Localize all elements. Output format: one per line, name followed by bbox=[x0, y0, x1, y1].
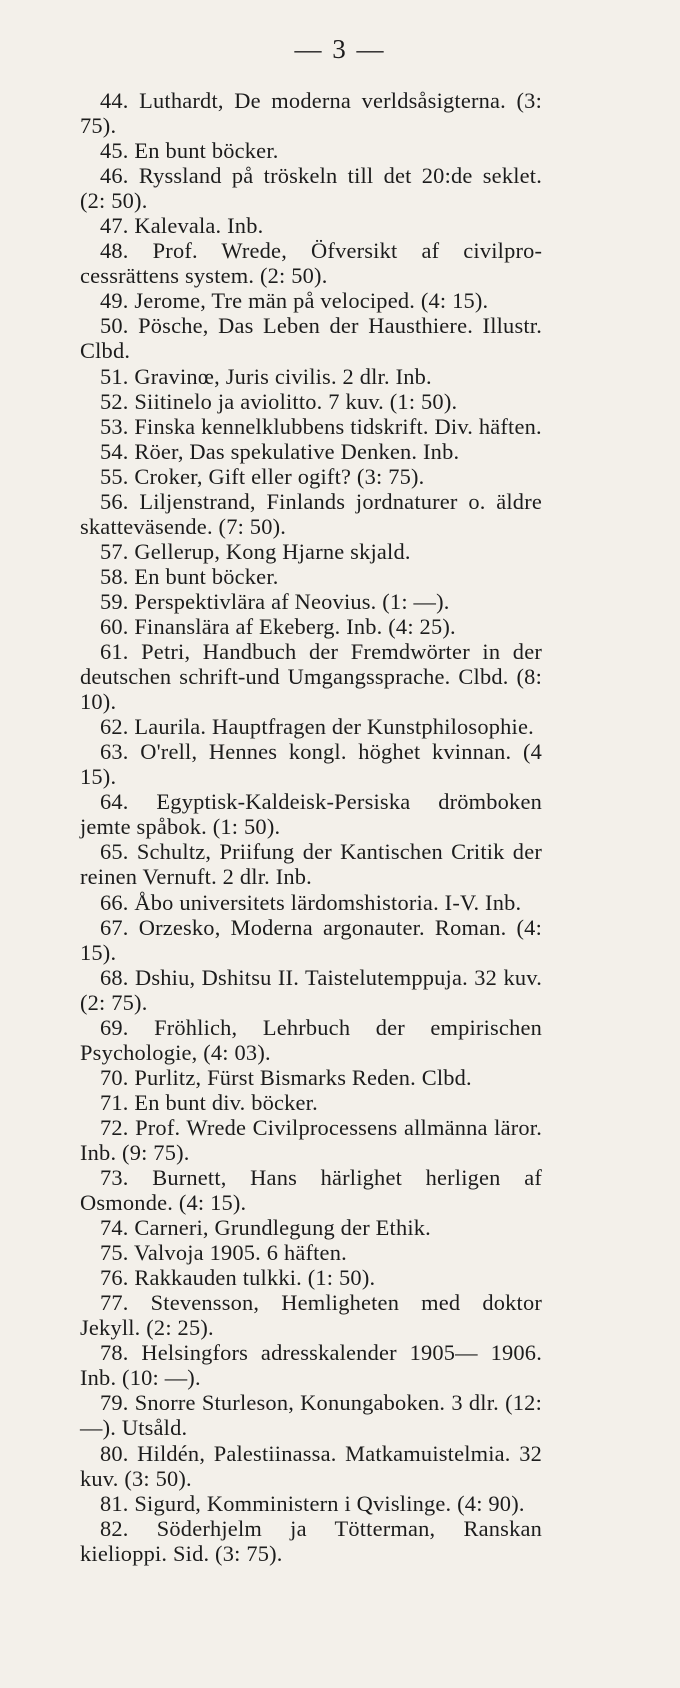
catalog-entry: 46. Ryssland på tröskeln till det 20:de seklet. (2: 50). bbox=[80, 163, 542, 214]
catalog-entry: 53. Finska kennelklubbens tidskrift. Div. häften. bbox=[100, 413, 542, 439]
catalog-entry: 67. Orzesko, Moderna argonauter. Roman. (4: 15). bbox=[80, 914, 542, 965]
catalog-entry: 70. Purlitz, Fürst Bismarks Reden. Clbd. bbox=[100, 1064, 472, 1090]
catalog-entry-list bbox=[80, 88, 542, 1566]
catalog-entry: 44. Luthardt, De moderna verldsåsigterna. (3: 75). bbox=[80, 88, 542, 139]
catalog-entry: 55. Croker, Gift eller ogift? (3: 75). bbox=[100, 463, 425, 489]
catalog-entry: 64. Egyptisk-Kaldeisk-Persiska drömboken jemte spåbok. (1: 50). bbox=[80, 789, 542, 840]
catalog-entry: 51. Gravinœ, Juris civilis. 2 dlr. Inb. bbox=[100, 363, 432, 389]
catalog-entry: 80. Hildén, Palestiinassa. Matkamuistelmia. 32 kuv. (3: 50). bbox=[80, 1440, 542, 1491]
catalog-entry: 54. Röer, Das spekulative Denken. Inb. bbox=[100, 438, 460, 464]
catalog-entry: 49. Jerome, Tre män på velociped. (4: 15). bbox=[100, 288, 489, 314]
catalog-entry: 52. Siitinelo ja aviolitto. 7 kuv. (1: 50). bbox=[100, 388, 458, 414]
catalog-entry: 72. Prof. Wrede Civilprocessens allmänna läror. Inb. (9: 75). bbox=[80, 1114, 542, 1165]
catalog-entry: 58. En bunt böcker. bbox=[100, 563, 279, 589]
catalog-entry: 75. Valvoja 1905. 6 häften. bbox=[100, 1240, 347, 1266]
catalog-entry: 76. Rakkauden tulkki. (1: 50). bbox=[100, 1265, 376, 1291]
catalog-entry: 61. Petri, Handbuch der Fremdwörter in der deutschen schrift-und Umgangssprache. Clbd. (8: 10). bbox=[80, 639, 542, 715]
catalog-entry: 74. Carneri, Grundlegung der Ethik. bbox=[100, 1215, 431, 1241]
catalog-entry: 47. Kalevala. Inb. bbox=[100, 213, 264, 239]
catalog-entry: 71. En bunt div. böcker. bbox=[100, 1089, 318, 1115]
catalog-entry: 68. Dshiu, Dshitsu II. Taistelutemppuja. 32 kuv. (2: 75). bbox=[80, 964, 542, 1015]
catalog-entry: 77. Stevensson, Hemligheten med doktor Jekyll. (2: 25). bbox=[80, 1290, 542, 1341]
catalog-entry: 48. Prof. Wrede, Öfversikt af civilprocessrättens system. (2: 50). bbox=[80, 238, 542, 289]
catalog-entry: 57. Gellerup, Kong Hjarne skjald. bbox=[100, 538, 411, 564]
catalog-entry: 50. Pösche, Das Leben der Hausthiere. Illustr. Clbd. bbox=[80, 313, 542, 364]
catalog-entry: 63. O'rell, Hennes kongl. höghet kvinnan. (4 15). bbox=[80, 739, 542, 790]
catalog-entry: 82. Söderhjelm ja Tötterman, Ranskan kielioppi. Sid. (3: 75). bbox=[80, 1515, 542, 1566]
catalog-entry: 65. Schultz, Priifung der Kantischen Critik der reinen Vernuft. 2 dlr. Inb. bbox=[80, 839, 542, 890]
catalog-entry: 66. Åbo universitets lärdomshistoria. I-V. Inb. bbox=[100, 889, 522, 915]
catalog-entry: 62. Laurila. Hauptfragen der Kunstphilosophie. bbox=[100, 714, 534, 740]
page-number: — 3 — bbox=[294, 34, 386, 64]
catalog-entry: 78. Helsingfors adresskalender 1905— 1906. Inb. (10: —). bbox=[80, 1340, 542, 1391]
catalog-entry: 45. En bunt böcker. bbox=[100, 138, 279, 164]
catalog-entry: 69. Fröhlich, Lehrbuch der empirischen Psychologie, (4: 03). bbox=[80, 1014, 542, 1065]
catalog-entry: 81. Sigurd, Komministern i Qvislinge. (4: 90). bbox=[100, 1490, 525, 1516]
catalog-entry: 73. Burnett, Hans härlighet herligen af Osmonde. (4: 15). bbox=[80, 1165, 542, 1216]
catalog-entry: 59. Perspektivlära af Neovius. (1: —). bbox=[100, 588, 450, 614]
catalog-entry: 79. Snorre Sturleson, Konungaboken. 3 dlr. (12: —). Utsåld. bbox=[80, 1390, 542, 1441]
catalog-entry: 60. Finanslära af Ekeberg. Inb. (4: 25). bbox=[100, 613, 456, 639]
catalog-entry: 56. Liljenstrand, Finlands jordnaturer o. äldre skatteväsende. (7: 50). bbox=[80, 488, 542, 539]
